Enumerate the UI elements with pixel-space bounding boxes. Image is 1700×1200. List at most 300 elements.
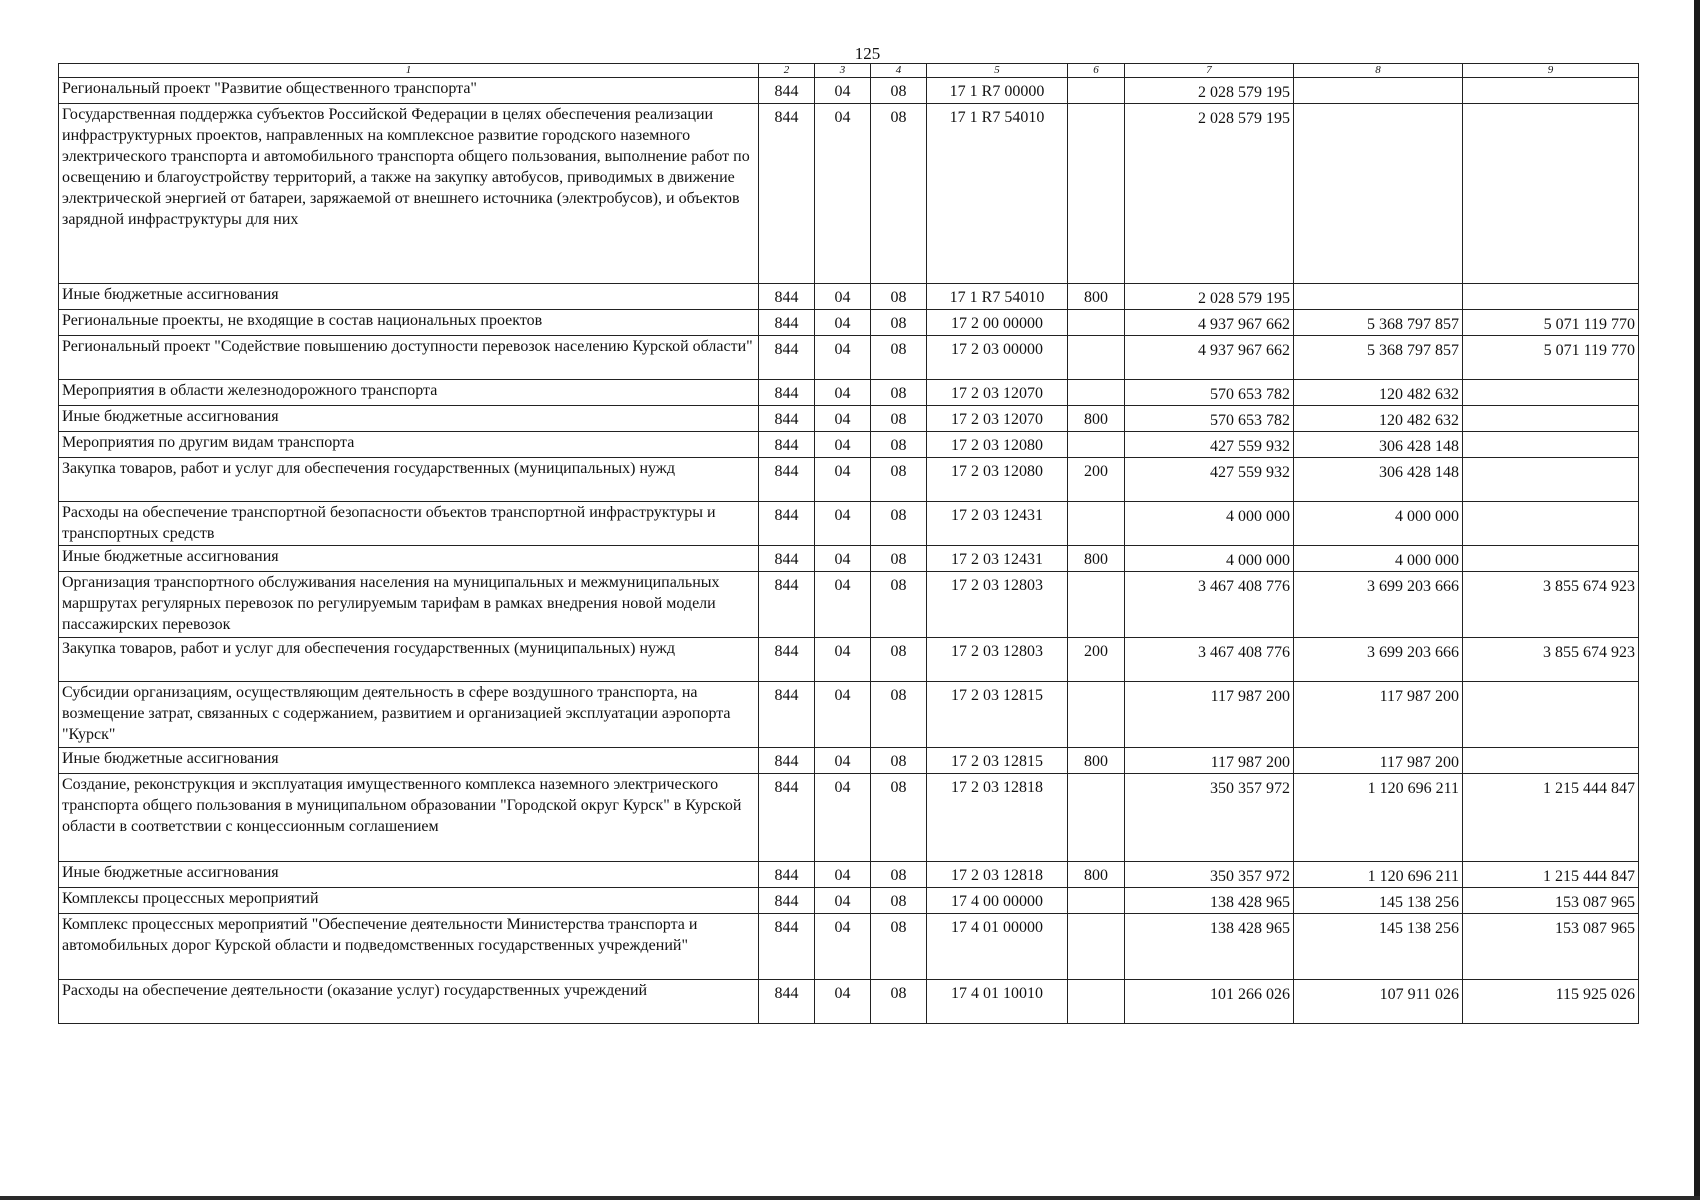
cell-amount-year3-value xyxy=(1466,682,1635,686)
cell-expense-type xyxy=(1068,502,1125,546)
cell-expense-type xyxy=(1068,104,1125,284)
cell-amount-year1 xyxy=(1125,406,1294,432)
cell-amount-year3 xyxy=(1463,458,1639,502)
cell-target-article-value: 17 2 03 12070 xyxy=(951,385,1043,402)
cell-amount-year1-value: 138 428 965 xyxy=(1210,920,1290,937)
cell-admin-code xyxy=(759,980,815,1024)
cell-section xyxy=(815,78,871,104)
row-name: Государственная поддержка субъектов Российской Федерации в целях обеспечения реализации инфраструктурных проектов, направленных на комплексное развитие городского наземного электрического транспорта и автомобильного транспорта общего пользования, выполнение работ по освещению и благоустройству территорий, а также на закупку автобусов, приводимых в движение электрической энергией от батареи, заряжаемой от внешнего источника (электробусов), и объектов зарядной инфраструктуры для них xyxy=(59,104,759,284)
cell-admin-code xyxy=(759,862,815,888)
cell-subsection xyxy=(871,546,927,572)
cell-expense-type-value xyxy=(1071,78,1121,81)
cell-amount-year3 xyxy=(1463,638,1639,682)
cell-amount-year3-value: 5 071 119 770 xyxy=(1543,342,1635,359)
row-name: Иные бюджетные ассигнования xyxy=(59,546,759,572)
cell-subsection-value: 08 xyxy=(890,919,907,936)
cell-subsection xyxy=(871,432,927,458)
cell-target-article-value: 17 4 00 00000 xyxy=(951,893,1043,910)
cell-section-value: 04 xyxy=(834,985,851,1002)
cell-amount-year3-value xyxy=(1466,406,1635,410)
cell-admin-code-value: 844 xyxy=(774,289,799,306)
cell-admin-code-value: 844 xyxy=(774,779,799,796)
cell-subsection-value: 08 xyxy=(890,289,907,306)
cell-target-article xyxy=(927,888,1068,914)
scan-edge xyxy=(0,1196,1700,1200)
column-header: 5 xyxy=(927,64,1068,78)
cell-expense-type xyxy=(1068,336,1125,380)
cell-subsection-value: 08 xyxy=(890,341,907,358)
cell-target-article xyxy=(927,458,1068,502)
cell-subsection xyxy=(871,284,927,310)
cell-section xyxy=(815,980,871,1024)
cell-subsection xyxy=(871,748,927,774)
cell-amount-year3 xyxy=(1463,406,1639,432)
cell-section-value: 04 xyxy=(834,577,851,594)
cell-amount-year3-value: 5 071 119 770 xyxy=(1543,316,1635,333)
row-name: Региональный проект "Содействие повышению доступности перевозок населению Курской области" xyxy=(59,336,759,380)
cell-amount-year1 xyxy=(1125,914,1294,980)
cell-subsection xyxy=(871,682,927,748)
cell-amount-year1 xyxy=(1125,546,1294,572)
cell-subsection-value: 08 xyxy=(890,411,907,428)
cell-admin-code-value: 844 xyxy=(774,919,799,936)
cell-amount-year2-value: 1 120 696 211 xyxy=(1367,868,1459,885)
cell-amount-year3-value: 3 855 674 923 xyxy=(1543,644,1635,661)
cell-admin-code-value: 844 xyxy=(774,985,799,1002)
cell-amount-year2 xyxy=(1294,682,1463,748)
cell-subsection xyxy=(871,862,927,888)
page-number: 125 xyxy=(854,44,881,63)
table-row xyxy=(59,862,1639,888)
cell-target-article-value: 17 1 R7 54010 xyxy=(949,289,1045,306)
row-name: Иные бюджетные ассигнования xyxy=(59,284,759,310)
cell-subsection-value: 08 xyxy=(890,779,907,796)
cell-amount-year2 xyxy=(1294,748,1463,774)
cell-amount-year1-value: 427 559 932 xyxy=(1210,438,1290,455)
cell-expense-type xyxy=(1068,572,1125,638)
cell-admin-code-value: 844 xyxy=(774,463,799,480)
table-row xyxy=(59,572,1639,638)
cell-subsection xyxy=(871,310,927,336)
cell-subsection-value: 08 xyxy=(890,315,907,332)
cell-target-article xyxy=(927,310,1068,336)
cell-amount-year2 xyxy=(1294,546,1463,572)
cell-target-article-value: 17 2 03 12815 xyxy=(951,753,1043,770)
cell-subsection xyxy=(871,406,927,432)
cell-admin-code xyxy=(759,406,815,432)
cell-amount-year1-value: 4 000 000 xyxy=(1226,508,1290,525)
cell-amount-year1-value: 2 028 579 195 xyxy=(1198,290,1290,307)
cell-admin-code xyxy=(759,914,815,980)
cell-amount-year2-value xyxy=(1297,104,1459,108)
row-name: Расходы на обеспечение деятельности (оказание услуг) государственных учреждений xyxy=(59,980,759,1024)
cell-amount-year1 xyxy=(1125,638,1294,682)
table-row xyxy=(59,284,1639,310)
cell-expense-type-value xyxy=(1071,888,1121,891)
cell-admin-code-value: 844 xyxy=(774,385,799,402)
table-row xyxy=(59,458,1639,502)
cell-amount-year1 xyxy=(1125,572,1294,638)
cell-admin-code-value: 844 xyxy=(774,577,799,594)
cell-target-article xyxy=(927,78,1068,104)
cell-amount-year1-value: 3 467 408 776 xyxy=(1198,644,1290,661)
cell-section xyxy=(815,888,871,914)
table-row xyxy=(59,380,1639,406)
cell-target-article-value: 17 2 03 12431 xyxy=(951,551,1043,568)
cell-expense-type-value: 200 xyxy=(1084,463,1108,480)
cell-amount-year1-value: 427 559 932 xyxy=(1210,464,1290,481)
cell-target-article-value: 17 4 01 00000 xyxy=(951,919,1043,936)
cell-expense-type-value xyxy=(1071,432,1121,435)
cell-amount-year1-value: 570 653 782 xyxy=(1210,412,1290,429)
cell-expense-type-value xyxy=(1071,682,1121,685)
row-name: Региональный проект "Развитие общественного транспорта" xyxy=(59,78,759,104)
cell-subsection-value: 08 xyxy=(890,83,907,100)
cell-amount-year2-value: 4 000 000 xyxy=(1395,552,1459,569)
cell-amount-year2-value xyxy=(1297,284,1459,288)
cell-amount-year2-value: 3 699 203 666 xyxy=(1367,644,1459,661)
cell-section xyxy=(815,774,871,862)
cell-expense-type xyxy=(1068,380,1125,406)
cell-admin-code-value: 844 xyxy=(774,109,799,126)
table-row xyxy=(59,774,1639,862)
cell-expense-type-value: 800 xyxy=(1084,753,1108,770)
row-name: Иные бюджетные ассигнования xyxy=(59,748,759,774)
cell-subsection xyxy=(871,980,927,1024)
cell-expense-type xyxy=(1068,862,1125,888)
column-header: 7 xyxy=(1125,64,1294,78)
cell-section-value: 04 xyxy=(834,507,851,524)
column-header: 8 xyxy=(1294,64,1463,78)
cell-admin-code xyxy=(759,774,815,862)
scan-edge xyxy=(1694,0,1700,1200)
cell-amount-year3 xyxy=(1463,862,1639,888)
cell-section-value: 04 xyxy=(834,919,851,936)
cell-amount-year1-value: 4 937 967 662 xyxy=(1198,316,1290,333)
table-row xyxy=(59,748,1639,774)
row-name: Региональные проекты, не входящие в состав национальных проектов xyxy=(59,310,759,336)
cell-amount-year2 xyxy=(1294,104,1463,284)
cell-amount-year1 xyxy=(1125,682,1294,748)
column-header: 1 xyxy=(59,64,759,78)
cell-expense-type xyxy=(1068,546,1125,572)
cell-expense-type-value xyxy=(1071,336,1121,339)
cell-subsection-value: 08 xyxy=(890,463,907,480)
cell-amount-year1-value: 4 937 967 662 xyxy=(1198,342,1290,359)
cell-admin-code-value: 844 xyxy=(774,867,799,884)
cell-target-article-value: 17 2 03 12803 xyxy=(951,577,1043,594)
cell-amount-year3 xyxy=(1463,888,1639,914)
cell-amount-year3-value xyxy=(1466,284,1635,288)
cell-target-article xyxy=(927,748,1068,774)
cell-subsection-value: 08 xyxy=(890,551,907,568)
cell-section xyxy=(815,406,871,432)
cell-amount-year1 xyxy=(1125,380,1294,406)
cell-expense-type xyxy=(1068,284,1125,310)
cell-subsection xyxy=(871,104,927,284)
cell-amount-year2-value: 120 482 632 xyxy=(1379,386,1459,403)
cell-subsection-value: 08 xyxy=(890,385,907,402)
cell-expense-type xyxy=(1068,78,1125,104)
cell-admin-code xyxy=(759,284,815,310)
cell-expense-type xyxy=(1068,980,1125,1024)
cell-amount-year1-value: 117 987 200 xyxy=(1210,754,1290,771)
cell-target-article xyxy=(927,774,1068,862)
cell-admin-code xyxy=(759,572,815,638)
cell-amount-year2-value: 145 138 256 xyxy=(1379,894,1459,911)
cell-amount-year1 xyxy=(1125,888,1294,914)
cell-amount-year2 xyxy=(1294,980,1463,1024)
cell-admin-code xyxy=(759,104,815,284)
cell-target-article xyxy=(927,682,1068,748)
cell-section xyxy=(815,862,871,888)
cell-amount-year3-value: 3 855 674 923 xyxy=(1543,578,1635,595)
cell-admin-code-value: 844 xyxy=(774,437,799,454)
cell-admin-code xyxy=(759,748,815,774)
cell-admin-code xyxy=(759,336,815,380)
cell-section xyxy=(815,380,871,406)
cell-admin-code-value: 844 xyxy=(774,411,799,428)
cell-section xyxy=(815,336,871,380)
cell-amount-year3-value xyxy=(1466,104,1635,108)
cell-target-article xyxy=(927,638,1068,682)
cell-amount-year1 xyxy=(1125,458,1294,502)
cell-expense-type-value xyxy=(1071,774,1121,777)
cell-section xyxy=(815,284,871,310)
cell-section xyxy=(815,682,871,748)
cell-expense-type-value xyxy=(1071,104,1121,107)
cell-amount-year3-value xyxy=(1466,458,1635,462)
cell-amount-year1 xyxy=(1125,104,1294,284)
cell-expense-type xyxy=(1068,638,1125,682)
cell-section xyxy=(815,572,871,638)
cell-amount-year3-value: 153 087 965 xyxy=(1555,894,1635,911)
cell-amount-year1-value: 117 987 200 xyxy=(1210,688,1290,705)
cell-section-value: 04 xyxy=(834,867,851,884)
cell-amount-year3 xyxy=(1463,914,1639,980)
cell-target-article-value: 17 2 03 12803 xyxy=(951,643,1043,660)
cell-amount-year2 xyxy=(1294,914,1463,980)
cell-section-value: 04 xyxy=(834,643,851,660)
cell-amount-year1-value: 2 028 579 195 xyxy=(1198,84,1290,101)
cell-subsection-value: 08 xyxy=(890,643,907,660)
cell-expense-type xyxy=(1068,458,1125,502)
cell-amount-year3-value: 153 087 965 xyxy=(1555,920,1635,937)
cell-admin-code xyxy=(759,682,815,748)
cell-target-article-value: 17 2 03 12815 xyxy=(951,687,1043,704)
cell-admin-code-value: 844 xyxy=(774,551,799,568)
column-header: 9 xyxy=(1463,64,1639,78)
cell-subsection-value: 08 xyxy=(890,577,907,594)
cell-amount-year2 xyxy=(1294,638,1463,682)
cell-section-value: 04 xyxy=(834,551,851,568)
cell-subsection-value: 08 xyxy=(890,507,907,524)
cell-target-article-value: 17 2 03 12431 xyxy=(951,507,1043,524)
cell-expense-type xyxy=(1068,310,1125,336)
cell-amount-year2 xyxy=(1294,310,1463,336)
cell-amount-year3 xyxy=(1463,78,1639,104)
row-name: Создание, реконструкция и эксплуатация имущественного комплекса наземного электрического транспорта общего пользования в муниципальном образовании "Городской округ Курск" в Курской области в соответствии с концессионным соглашением xyxy=(59,774,759,862)
cell-admin-code xyxy=(759,458,815,502)
table-row xyxy=(59,336,1639,380)
cell-amount-year3-value xyxy=(1466,748,1635,752)
cell-amount-year3 xyxy=(1463,502,1639,546)
cell-amount-year1-value: 570 653 782 xyxy=(1210,386,1290,403)
table-row xyxy=(59,638,1639,682)
cell-subsection xyxy=(871,888,927,914)
table-row xyxy=(59,78,1639,104)
cell-expense-type-value xyxy=(1071,914,1121,917)
cell-amount-year3 xyxy=(1463,284,1639,310)
row-name: Закупка товаров, работ и услуг для обеспечения государственных (муниципальных) нужд xyxy=(59,638,759,682)
cell-amount-year2 xyxy=(1294,406,1463,432)
cell-section-value: 04 xyxy=(834,341,851,358)
cell-amount-year2-value: 4 000 000 xyxy=(1395,508,1459,525)
cell-amount-year1 xyxy=(1125,862,1294,888)
cell-target-article-value: 17 2 03 12070 xyxy=(951,411,1043,428)
cell-subsection xyxy=(871,380,927,406)
cell-expense-type xyxy=(1068,432,1125,458)
cell-target-article xyxy=(927,406,1068,432)
cell-target-article xyxy=(927,284,1068,310)
cell-amount-year2-value xyxy=(1297,78,1459,82)
cell-amount-year3-value: 1 215 444 847 xyxy=(1543,868,1635,885)
table-row xyxy=(59,914,1639,980)
cell-amount-year3 xyxy=(1463,104,1639,284)
row-name: Мероприятия в области железнодорожного транспорта xyxy=(59,380,759,406)
cell-admin-code-value: 844 xyxy=(774,507,799,524)
cell-section-value: 04 xyxy=(834,437,851,454)
cell-subsection xyxy=(871,458,927,502)
column-header: 2 xyxy=(759,64,815,78)
cell-section xyxy=(815,546,871,572)
cell-admin-code-value: 844 xyxy=(774,315,799,332)
cell-target-article-value: 17 2 03 12818 xyxy=(951,867,1043,884)
cell-admin-code xyxy=(759,78,815,104)
cell-amount-year2 xyxy=(1294,432,1463,458)
cell-subsection xyxy=(871,572,927,638)
row-name: Мероприятия по другим видам транспорта xyxy=(59,432,759,458)
budget-table xyxy=(58,63,1639,1024)
cell-section-value: 04 xyxy=(834,753,851,770)
cell-amount-year3-value xyxy=(1466,546,1635,550)
cell-amount-year3-value xyxy=(1466,380,1635,384)
cell-section-value: 04 xyxy=(834,289,851,306)
cell-target-article xyxy=(927,862,1068,888)
cell-target-article xyxy=(927,914,1068,980)
cell-section xyxy=(815,458,871,502)
cell-amount-year2 xyxy=(1294,502,1463,546)
cell-amount-year2 xyxy=(1294,78,1463,104)
cell-subsection xyxy=(871,638,927,682)
cell-amount-year3 xyxy=(1463,748,1639,774)
cell-section-value: 04 xyxy=(834,385,851,402)
cell-amount-year2-value: 117 987 200 xyxy=(1379,688,1459,705)
cell-amount-year2-value: 1 120 696 211 xyxy=(1367,780,1459,797)
cell-section-value: 04 xyxy=(834,779,851,796)
cell-amount-year1 xyxy=(1125,432,1294,458)
cell-expense-type-value: 200 xyxy=(1084,643,1108,660)
cell-amount-year1 xyxy=(1125,980,1294,1024)
cell-amount-year2 xyxy=(1294,284,1463,310)
cell-expense-type-value xyxy=(1071,310,1121,313)
cell-expense-type-value: 800 xyxy=(1084,551,1108,568)
cell-subsection-value: 08 xyxy=(890,687,907,704)
table-row xyxy=(59,432,1639,458)
cell-target-article-value: 17 1 R7 00000 xyxy=(949,83,1045,100)
cell-expense-type xyxy=(1068,682,1125,748)
cell-subsection xyxy=(871,774,927,862)
table-row xyxy=(59,104,1639,284)
cell-target-article-value: 17 2 03 12080 xyxy=(951,437,1043,454)
cell-admin-code-value: 844 xyxy=(774,687,799,704)
cell-subsection-value: 08 xyxy=(890,985,907,1002)
cell-expense-type-value xyxy=(1071,502,1121,505)
cell-admin-code xyxy=(759,380,815,406)
cell-expense-type-value: 800 xyxy=(1084,411,1108,428)
cell-target-article xyxy=(927,432,1068,458)
table-row xyxy=(59,980,1639,1024)
cell-section-value: 04 xyxy=(834,315,851,332)
table-row xyxy=(59,546,1639,572)
cell-admin-code xyxy=(759,546,815,572)
cell-admin-code-value: 844 xyxy=(774,893,799,910)
cell-expense-type xyxy=(1068,914,1125,980)
cell-amount-year3 xyxy=(1463,980,1639,1024)
cell-section-value: 04 xyxy=(834,83,851,100)
row-name: Организация транспортного обслуживания населения на муниципальных и межмуниципальных маршрутах регулярных перевозок по регулируемым тарифам в рамках внедрения новой модели пассажирских перевозок xyxy=(59,572,759,638)
cell-amount-year2 xyxy=(1294,888,1463,914)
cell-amount-year1-value: 4 000 000 xyxy=(1226,552,1290,569)
header-row xyxy=(59,64,1639,78)
table-row xyxy=(59,502,1639,546)
cell-admin-code xyxy=(759,888,815,914)
cell-target-article xyxy=(927,380,1068,406)
cell-section xyxy=(815,310,871,336)
cell-amount-year2-value: 107 911 026 xyxy=(1379,986,1459,1003)
cell-target-article xyxy=(927,572,1068,638)
cell-amount-year1 xyxy=(1125,774,1294,862)
cell-section-value: 04 xyxy=(834,463,851,480)
cell-section-value: 04 xyxy=(834,687,851,704)
cell-expense-type-value xyxy=(1071,380,1121,383)
cell-admin-code xyxy=(759,432,815,458)
row-name: Субсидии организациям, осуществляющим деятельность в сфере воздушного транспорта, на возмещение затрат, связанных с содержанием, развитием и организацией эксплуатации аэропорта "Курск" xyxy=(59,682,759,748)
cell-expense-type-value: 800 xyxy=(1084,867,1108,884)
cell-amount-year1-value: 3 467 408 776 xyxy=(1198,578,1290,595)
row-name: Иные бюджетные ассигнования xyxy=(59,406,759,432)
cell-subsection-value: 08 xyxy=(890,437,907,454)
cell-target-article xyxy=(927,104,1068,284)
cell-amount-year3-value xyxy=(1466,78,1635,82)
cell-amount-year2-value: 3 699 203 666 xyxy=(1367,578,1459,595)
cell-amount-year1-value: 350 357 972 xyxy=(1210,868,1290,885)
cell-amount-year2-value: 306 428 148 xyxy=(1379,464,1459,481)
cell-admin-code-value: 844 xyxy=(774,341,799,358)
cell-amount-year2-value: 5 368 797 857 xyxy=(1367,316,1459,333)
cell-amount-year3-value xyxy=(1466,502,1635,506)
cell-amount-year1-value: 350 357 972 xyxy=(1210,780,1290,797)
cell-section xyxy=(815,914,871,980)
table-row xyxy=(59,406,1639,432)
cell-target-article xyxy=(927,980,1068,1024)
cell-section xyxy=(815,432,871,458)
cell-amount-year3-value: 115 925 026 xyxy=(1555,986,1635,1003)
cell-expense-type-value xyxy=(1071,980,1121,983)
row-name: Комплекс процессных мероприятий "Обеспечение деятельности Министерства транспорта и автомобильных дорог Курской области и подведомственных государственных учреждений" xyxy=(59,914,759,980)
column-header: 4 xyxy=(871,64,927,78)
cell-amount-year2-value: 120 482 632 xyxy=(1379,412,1459,429)
